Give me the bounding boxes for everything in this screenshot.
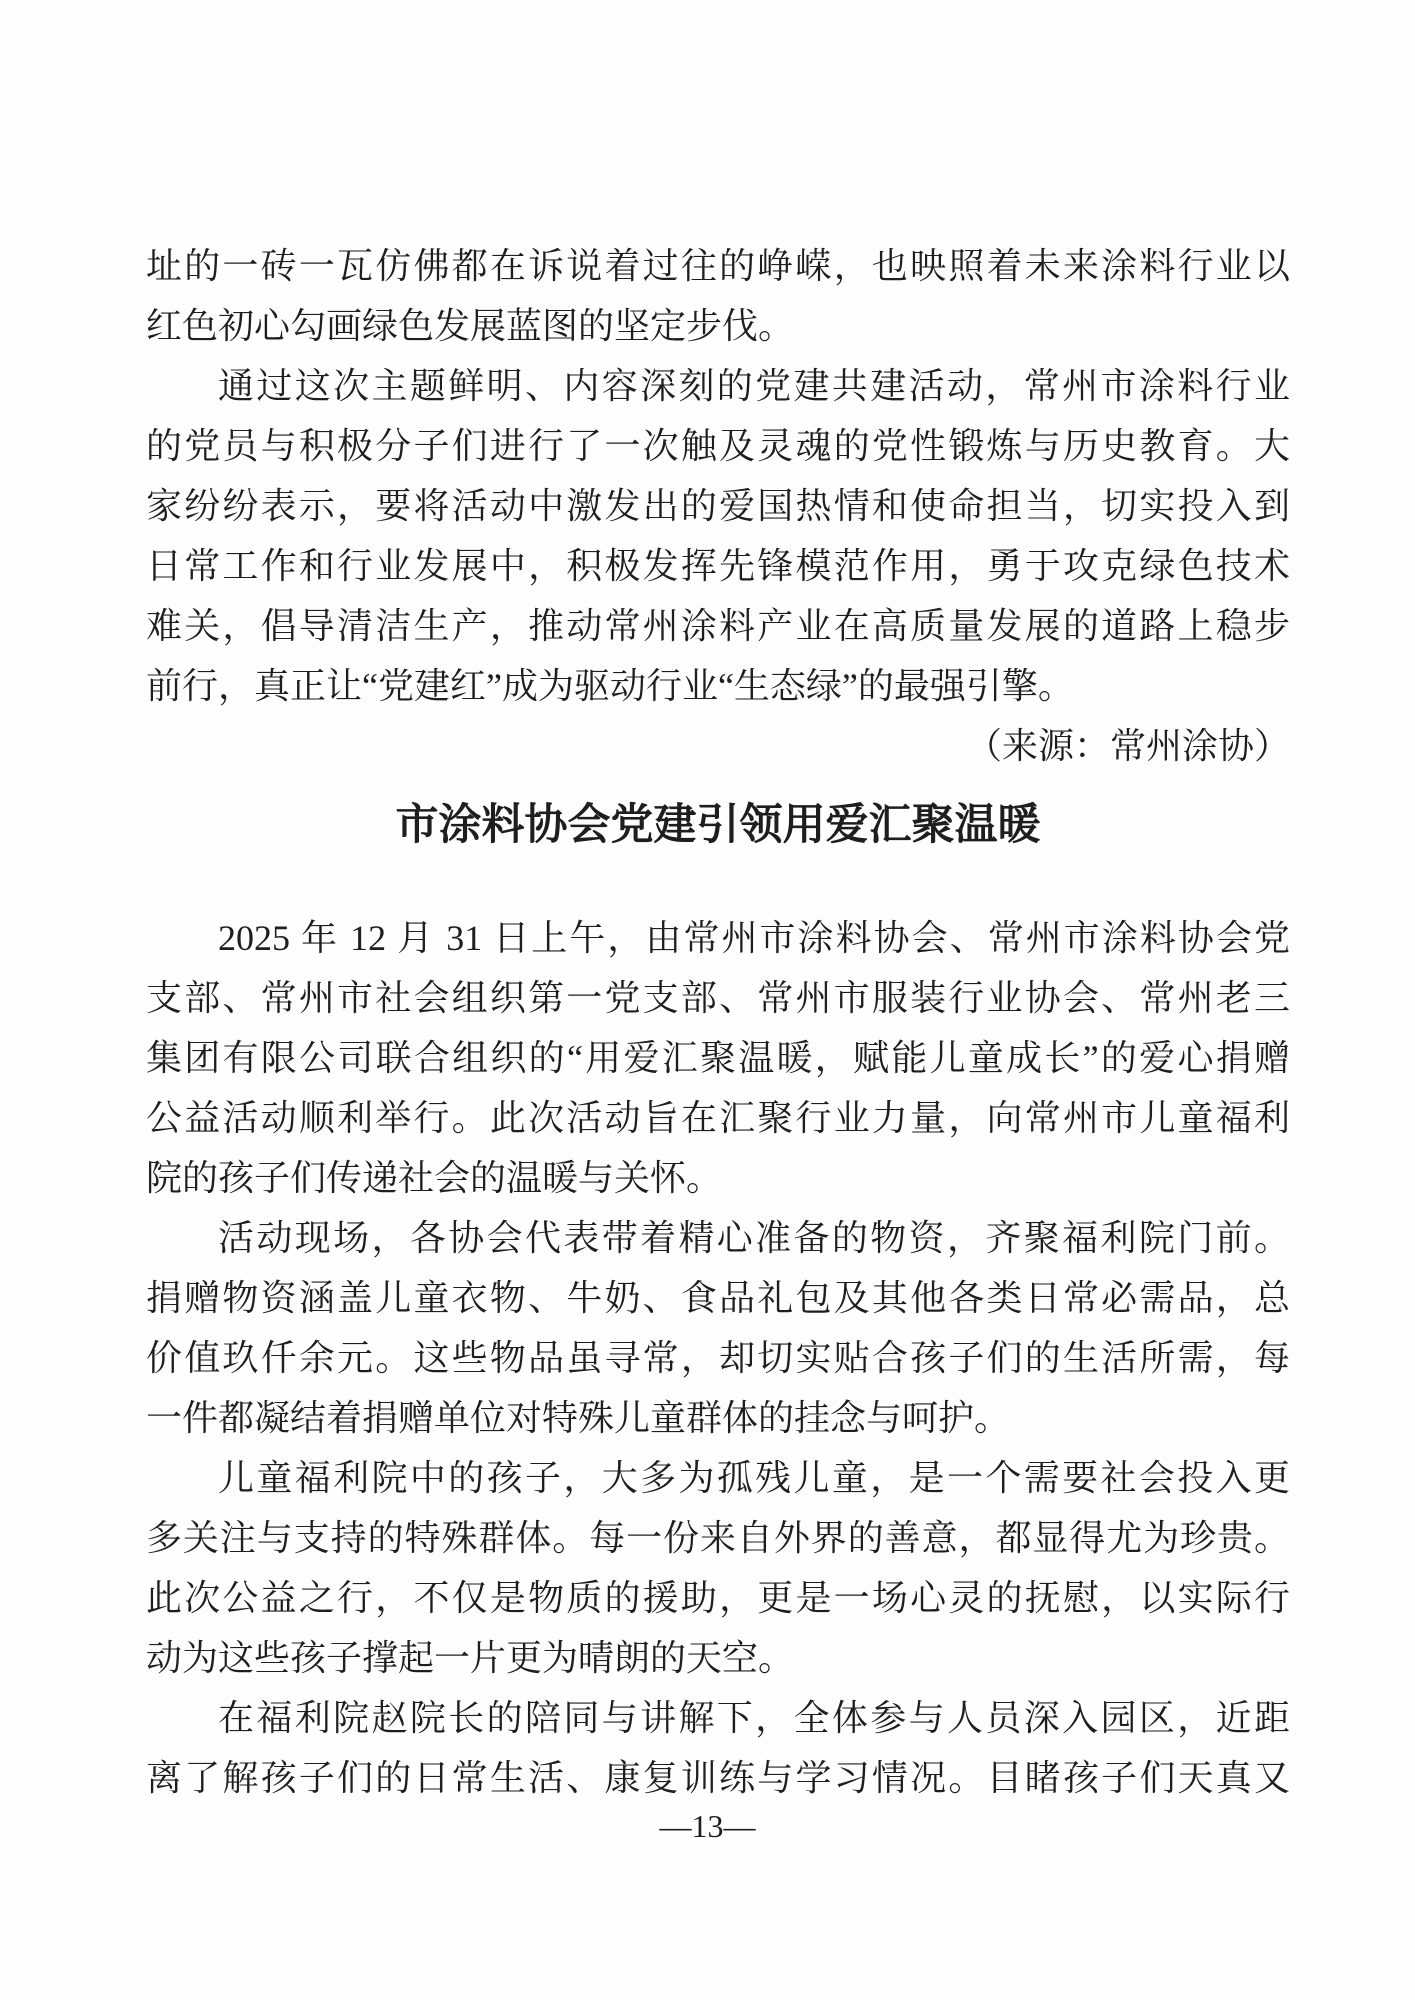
text-line: 家纷纷表示，要将活动中激发出的爱国热情和使命担当，切实投入到 (146, 486, 1290, 526)
text-line: 通过这次主题鲜明、内容深刻的党建共建活动，常州市涂料行业 (218, 366, 1290, 406)
document-lines (146, 236, 1290, 1808)
text-line: 的党员与积极分子们进行了一次触及灵魂的党性锻炼与历史教育。大 (146, 426, 1290, 466)
text-line: 活动现场，各协会代表带着精心准备的物资，齐聚福利院门前。 (218, 1218, 1290, 1258)
text-line: 动为这些孩子撑起一片更为晴朗的天空。 (146, 1638, 795, 1678)
text-line: 址的一砖一瓦仿佛都在诉说着过往的峥嵘，也映照着未来涂料行业以 (146, 246, 1290, 286)
text-line: 难关，倡导清洁生产，推动常州涂料产业在高质量发展的道路上稳步 (146, 606, 1290, 646)
text-line: 院的孩子们传递社会的温暖与关怀。 (146, 1158, 723, 1198)
page-number: —13— (659, 1808, 756, 1844)
text-line: 公益活动顺利举行。此次活动旨在汇聚行业力量，向常州市儿童福利 (146, 1098, 1290, 1138)
document-body (146, 236, 1290, 1808)
text-line: 价值玖仟余元。这些物品虽寻常，却切实贴合孩子们的生活所需，每 (146, 1338, 1290, 1378)
text-line: 一件都凝结着捐赠单位对特殊儿童群体的挂念与呵护。 (146, 1398, 1011, 1438)
text-line: 日常工作和行业发展中，积极发挥先锋模范作用，勇于攻克绿色技术 (146, 546, 1290, 586)
text-line: 支部、常州市社会组织第一党支部、常州市服装行业协会、常州老三 (146, 978, 1290, 1018)
text-line: 多关注与支持的特殊群体。每一份来自外界的善意，都显得尤为珍贵。 (146, 1518, 1290, 1558)
section-heading: 市涂料协会党建引领用爱汇聚温暖 (395, 802, 1041, 849)
text-line: 集团有限公司联合组织的“用爱汇聚温暖，赋能儿童成长”的爱心捐赠 (146, 1038, 1290, 1078)
text-line: 2025 年 12 月 31 日上午，由常州市涂料协会、常州市涂料协会党 (218, 918, 1290, 958)
text-line: 前行，真正让“党建红”成为驱动行业“生态绿”的最强引擎。 (146, 666, 1074, 706)
text-line: 此次公益之行，不仅是物质的援助，更是一场心灵的抚慰，以实际行 (146, 1578, 1290, 1618)
text-line: 儿童福利院中的孩子，大多为孤残儿童，是一个需要社会投入更 (218, 1458, 1290, 1498)
text-line: 红色初心勾画绿色发展蓝图的坚定步伐。 (146, 306, 795, 346)
text-line: 离了解孩子们的日常生活、康复训练与学习情况。目睹孩子们天真又 (146, 1758, 1290, 1798)
text-line: 捐赠物资涵盖儿童衣物、牛奶、食品礼包及其他各类日常必需品，总 (146, 1278, 1290, 1318)
source-attribution: （来源：常州涂协） (965, 726, 1290, 766)
text-line: 在福利院赵院长的陪同与讲解下，全体参与人员深入园区，近距 (218, 1698, 1290, 1738)
